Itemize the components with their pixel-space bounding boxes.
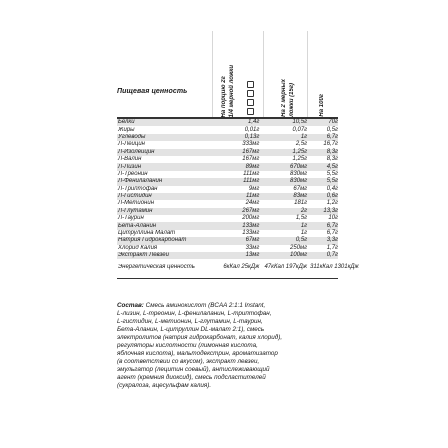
value-two-scoops: 0,07г (292, 126, 308, 133)
nutrient-name: Л-Фенилаланин (118, 178, 163, 185)
table-row (117, 149, 338, 156)
table-bottom-rule (117, 278, 338, 279)
table-row (117, 171, 338, 178)
col-per-100g-header (307, 33, 337, 117)
composition-line: агент (кремния диоксид), смесь подсластителей (117, 374, 266, 381)
table-row (117, 200, 338, 207)
nutrient-name: Хлорид Калия (118, 244, 158, 251)
value-per-serving: 6кКал 25кДж (223, 264, 260, 271)
table-row (117, 208, 338, 215)
col-per-serving-subtitle: 1/4 мерной ложки (228, 64, 235, 117)
value-per-100g: 16,7г (323, 141, 339, 148)
scoop-icon (247, 99, 254, 106)
value-per-100g: 5,5г (326, 178, 339, 185)
composition-line: L-гистидин, L-метионин, L-глутамин, L-таурин, (117, 318, 263, 325)
value-per-serving: 0,01г (244, 126, 260, 133)
scoop-icons (243, 81, 257, 115)
value-two-scoops: 1г (300, 222, 308, 229)
table-row (117, 222, 338, 229)
nutrient-name: Энергетическая ценность (118, 264, 195, 271)
value-two-scoops: 67мг (293, 185, 308, 192)
value-per-serving: 67мг (245, 237, 260, 244)
composition-line: яблочная кислота), мальтодекстрин, ароматизатор (117, 350, 278, 357)
value-per-100g: 6,7г (326, 222, 339, 229)
composition-line: (в соответствии со вкусом), экстракт левзеи, (117, 358, 260, 365)
value-two-scoops: 1,5г (295, 215, 308, 222)
composition-line: электролитов (натрия гидрокарбонат, калия хлорид), (117, 334, 283, 341)
value-per-100g: 3,3г (326, 237, 339, 244)
nutrient-name: Л-Таурин (118, 215, 144, 222)
col-two-scoops-subtitle: ложки (15г) (288, 83, 295, 117)
nutrient-name: Белки (118, 119, 135, 126)
col-two-scoops-title: На 2 мерных (280, 79, 287, 117)
table-row (117, 230, 338, 237)
value-per-100g: 4,5г (326, 163, 339, 170)
table-row (117, 178, 338, 185)
value-per-100g: 13,3г (323, 207, 339, 214)
value-per-serving: 133мг (242, 222, 260, 229)
value-per-100g: 6,7г (326, 133, 339, 140)
scoop-icon (247, 81, 254, 88)
value-per-serving: 11мг (246, 193, 260, 200)
nutrient-name: Углеводы (118, 133, 146, 140)
value-per-serving: 111мг (243, 178, 260, 185)
nutrition-value-heading: Пищевая ценность (117, 88, 188, 95)
composition-text: Смесь аминокислот (BCAA 2:1:1 Instant, (145, 302, 266, 309)
value-per-serving: 24мг (245, 200, 260, 207)
value-two-scoops: 1г (300, 230, 308, 237)
table-row (117, 193, 338, 200)
nutrient-name: Жиры (118, 126, 135, 133)
composition-line: Бета-Аланин, L-цитруллин DL-малат 2:1), смесь (117, 326, 265, 333)
value-two-scoops: 47кКал 197кДж (264, 264, 307, 271)
nutrient-name: Цитруллина Малат (118, 230, 176, 237)
value-per-serving: 1,4г (248, 119, 260, 126)
table-row (117, 156, 338, 163)
composition-line: регуляторы кислотности (лимонная кислота, (117, 342, 258, 349)
value-per-100g: 1,7г (326, 244, 339, 251)
table-row (117, 163, 338, 170)
header-divider (263, 31, 264, 117)
nutrient-name: Л-Валин (118, 156, 142, 163)
table-row (117, 252, 338, 259)
value-per-serving: 13мг (245, 252, 260, 259)
value-per-serving: 333мг (242, 141, 260, 148)
nutrient-name: Л-Триптофан (118, 185, 158, 192)
value-two-scoops: 830мг (290, 178, 308, 185)
nutrient-name: Л-Лейцин (118, 141, 145, 148)
value-per-100g: 0,5г (326, 126, 339, 133)
value-two-scoops: 250мг (290, 244, 308, 251)
value-per-serving: 9мг (248, 185, 260, 192)
value-per-100g: 5,5г (326, 170, 339, 177)
table-row (117, 215, 338, 222)
table-row (117, 119, 338, 126)
value-per-100g: 10г (328, 215, 339, 222)
composition-line: (сукралоза, ацесульфам калия). (117, 382, 212, 389)
value-per-100g: 8,3г (326, 148, 339, 155)
composition-line (117, 302, 342, 310)
value-two-scoops: 1,25г (292, 156, 308, 163)
value-two-scoops: 181г (294, 200, 308, 207)
value-two-scoops: 10,5г (292, 119, 308, 126)
table-row (117, 259, 359, 276)
composition-line: эмульгатор (лецитин соевый), антислеживающий (117, 366, 270, 373)
value-two-scoops: 2,5г (295, 141, 308, 148)
scoop-icon (247, 108, 254, 115)
nutrient-name: Л-Изолейцин (118, 148, 155, 155)
nutrient-name: Бета-Аланин (118, 222, 157, 229)
table-row (117, 245, 338, 252)
value-two-scoops: 830мг (290, 170, 308, 177)
col-per-100g-title: На 100г (318, 94, 325, 117)
value-two-scoops: 0,5г (295, 237, 308, 244)
scoop-icon (247, 90, 254, 97)
value-per-serving: 0,13г (244, 133, 260, 140)
value-per-100g: 311кКал 1301кДж (310, 264, 359, 271)
nutrient-name: Экстракт Левзеи (118, 252, 169, 259)
value-per-serving: 89мг (245, 163, 260, 170)
value-per-serving: 33мг (245, 244, 260, 251)
value-per-serving: 167мг (242, 156, 260, 163)
value-two-scoops: 1,25г (292, 148, 308, 155)
value-per-100g: 8,3г (326, 156, 339, 163)
nutrient-name: Л-Треонин (118, 170, 148, 177)
value-two-scoops: 2г (300, 207, 308, 214)
value-per-serving: 200мг (242, 215, 260, 222)
value-two-scoops: 83мг (293, 193, 308, 200)
table-row (117, 186, 338, 193)
value-two-scoops: 670мг (290, 163, 308, 170)
value-per-serving: 133мг (242, 230, 260, 237)
value-two-scoops: 1г (300, 133, 308, 140)
composition-line: L-лизин, L-треонин, L-фенилаланин, L-триптофан, (117, 310, 272, 317)
value-per-serving: 267мг (242, 207, 260, 214)
value-per-100g: 1,2г (326, 200, 339, 207)
value-per-serving: 111мг (243, 170, 260, 177)
value-per-serving: 167мг (242, 148, 260, 155)
col-two-scoops-header (266, 33, 310, 117)
nutrient-name: Л-Лизин (118, 163, 141, 170)
nutrient-name: Л-Гистидин (118, 193, 152, 200)
table-header (117, 31, 338, 117)
nutrient-name: Л-Метионин (118, 200, 154, 207)
table-row (117, 141, 338, 148)
table-row (117, 126, 338, 133)
value-per-100g: 6,7г (326, 230, 339, 237)
composition-label: Состав: (117, 302, 144, 309)
col-per-serving-title: На порцию 2г (220, 75, 227, 117)
nutrient-name: Л-Глутамин (118, 207, 153, 214)
table-row (117, 237, 338, 244)
value-per-100g: 70г (328, 119, 339, 126)
value-per-100g: 0,4г (326, 185, 339, 192)
nutrition-table (117, 31, 359, 279)
nutrient-name: Натрия Гидрокарбонат (118, 237, 187, 244)
value-per-100g: 0,6г (326, 193, 339, 200)
table-body (117, 119, 359, 276)
composition-block (117, 302, 342, 390)
value-two-scoops: 100мг (290, 252, 308, 259)
value-per-100g: 0,7г (326, 252, 339, 259)
table-row (117, 134, 338, 141)
